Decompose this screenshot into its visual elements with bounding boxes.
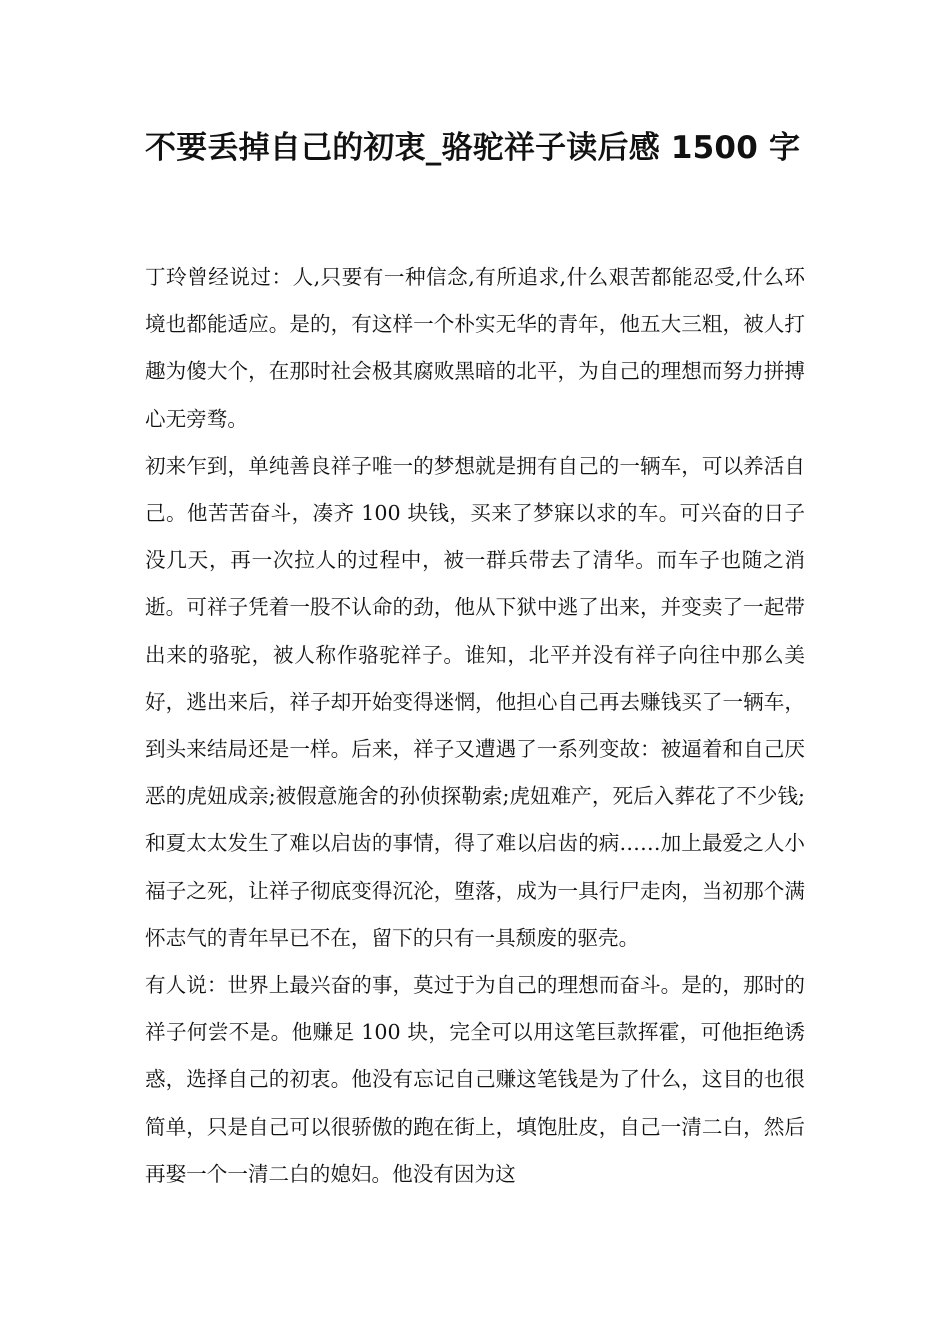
paragraph-2: 初来乍到，单纯善良祥子唯一的梦想就是拥有自己的一辆车，可以养活自己。他苦苦奋斗，凑齐 100 块钱，买来了梦寐以求的车。可兴奋的日子没几天，再一次拉人的过程中，被一群兵带去了清华。而车子也随之消逝。可祥子凭着一股不认命的劲，他从下狱中逃了出来，并变卖了一起带出来的骆驼，被人称作骆驼祥子。谁知，北平并没有祥子向往中那么美好，逃出来后，祥子却开始变得迷惘，他担心自己再去赚钱买了一辆车，到头来结局还是一样。后来，祥子又遭遇了一系列变故：被逼着和自己厌恶的虎妞成亲;被假意施舍的孙侦探勒索;虎妞难产，死后入葬花了不少钱;和夏太太发生了难以启齿的事情，得了难以启齿的病……加上最爱之人小福子之死，让祥子彻底变得沉沦，堕落，成为一具行尸走肉，当初那个满怀志气的青年早已不在，留下的只有一具颓废的驱壳。 [145, 453, 805, 950]
document-body [145, 254, 805, 1198]
paragraph-1: 丁玲曾经说过：人,只要有一种信念,有所追求,什么艰苦都能忍受,什么环境也都能适应。是的，有这样一个朴实无华的青年，他五大三粗，被人打趣为傻大个，在那时社会极其腐败黑暗的北平，为自己的理想而努力拼搏心无旁骛。 [145, 265, 805, 431]
paragraph-3: 有人说：世界上最兴奋的事，莫过于为自己的理想而奋斗。是的，那时的祥子何尝不是。他赚足 100 块，完全可以用这笔巨款挥霍，可他拒绝诱惑，选择自己的初衷。他没有忘记自己赚这笔钱是为了什么，这目的也很简单，只是自己可以很骄傲的跑在街上，填饱肚皮，自己一清二白，然后再娶一个一清二白的媳妇。他没有因为这 [145, 973, 805, 1186]
document-title: 不要丢掉自己的初衷_骆驼祥子读后感 1500 字 [145, 130, 801, 166]
